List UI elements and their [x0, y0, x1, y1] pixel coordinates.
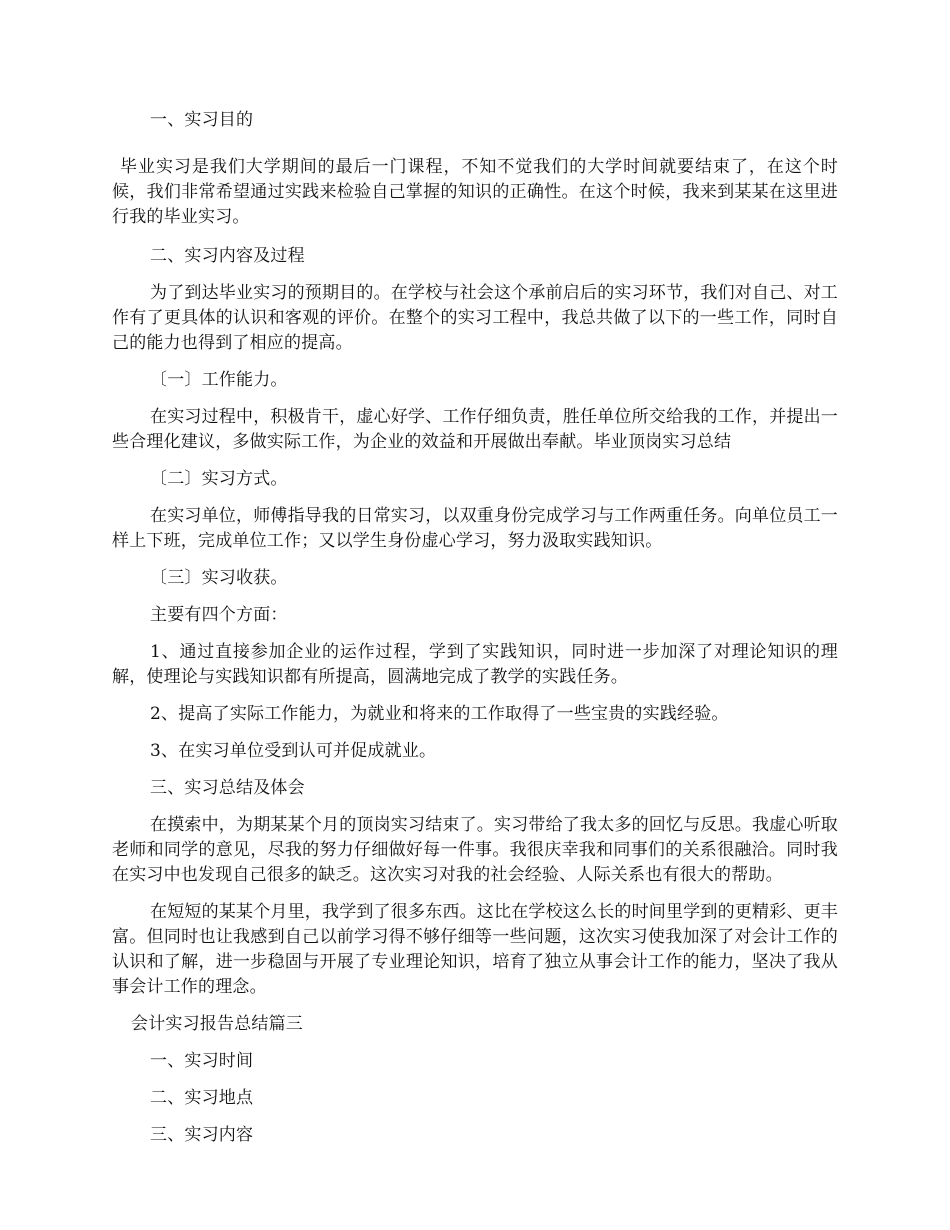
document-body	[112, 108, 838, 1148]
list-item: 1、通过直接参加企业的运作过程，学到了实践知识，同时进一步加深了对理论知识的理解，使理论与实践知识都有所提高，圆满地完成了教学的实践任务。	[112, 642, 838, 687]
paragraph: 主要有四个方面：	[150, 605, 288, 625]
section-heading: 三、实习总结及体会	[150, 778, 305, 798]
list-item: 2、提高了实际工作能力，为就业和将来的工作取得了一些宝贵的实践经验。	[150, 704, 729, 724]
subsection-heading: 〔一〕工作能力。	[150, 370, 288, 390]
section-heading: 一、实习时间	[150, 1051, 254, 1071]
list-item: 3、在实习单位受到认可并促成就业。	[150, 741, 437, 761]
subsection-heading: 〔二〕实习方式。	[150, 469, 288, 489]
paragraph: 在摸索中，为期某某个月的顶岗实习结束了。实习带给了我太多的回忆与反思。我虚心听取老师和同学的意见，尽我的努力仔细做好每一件事。我很庆幸我和同事们的关系很融洽。同时我在实习中也发现自己很多的缺乏。这次实习对我的社会经验、人际关系也有很大的帮助。	[112, 815, 838, 885]
subsection-heading: 〔三〕实习收获。	[150, 568, 288, 588]
paragraph: 在实习单位，师傅指导我的日常实习，以双重身份完成学习与工作两重任务。向单位员工一样上下班，完成单位工作；又以学生身份虚心学习，努力汲取实践知识。	[112, 506, 838, 551]
paragraph: 在实习过程中，积极肯干，虚心好学、工作仔细负责，胜任单位所交给我的工作，并提出一些合理化建议，多做实际工作，为企业的效益和开展做出奉献。毕业顶岗实习总结	[112, 407, 838, 452]
section-heading: 一、实习目的	[150, 110, 254, 130]
section-heading: 三、实习内容	[150, 1125, 254, 1145]
article-title: 会计实习报告总结篇三	[131, 1014, 303, 1034]
section-heading: 二、实习内容及过程	[150, 246, 305, 266]
paragraph: 在短短的某某个月里，我学到了很多东西。这比在学校这么长的时间里学到的更精彩、更丰富。但同时也让我感到自己以前学习得不够仔细等一些问题，这次实习使我加深了对会计工作的认识和了解，进一步稳固与开展了专业理论知识，培育了独立从事会计工作的能力，坚决了我从事会计工作的理念。	[112, 902, 838, 997]
section-heading: 二、实习地点	[150, 1088, 254, 1108]
paragraph: 为了到达毕业实习的预期目的。在学校与社会这个承前启后的实习环节，我们对自己、对工作有了更具体的认识和客观的评价。在整个的实习工程中，我总共做了以下的一些工作，同时自己的能力也得到了相应的提高。	[112, 283, 838, 353]
paragraph: 毕业实习是我们大学期间的最后一门课程，不知不觉我们的大学时间就要结束了，在这个时候，我们非常希望通过实践来检验自己掌握的知识的正确性。在这个时候，我来到某某在这里进行我的毕业实习。	[112, 157, 838, 227]
